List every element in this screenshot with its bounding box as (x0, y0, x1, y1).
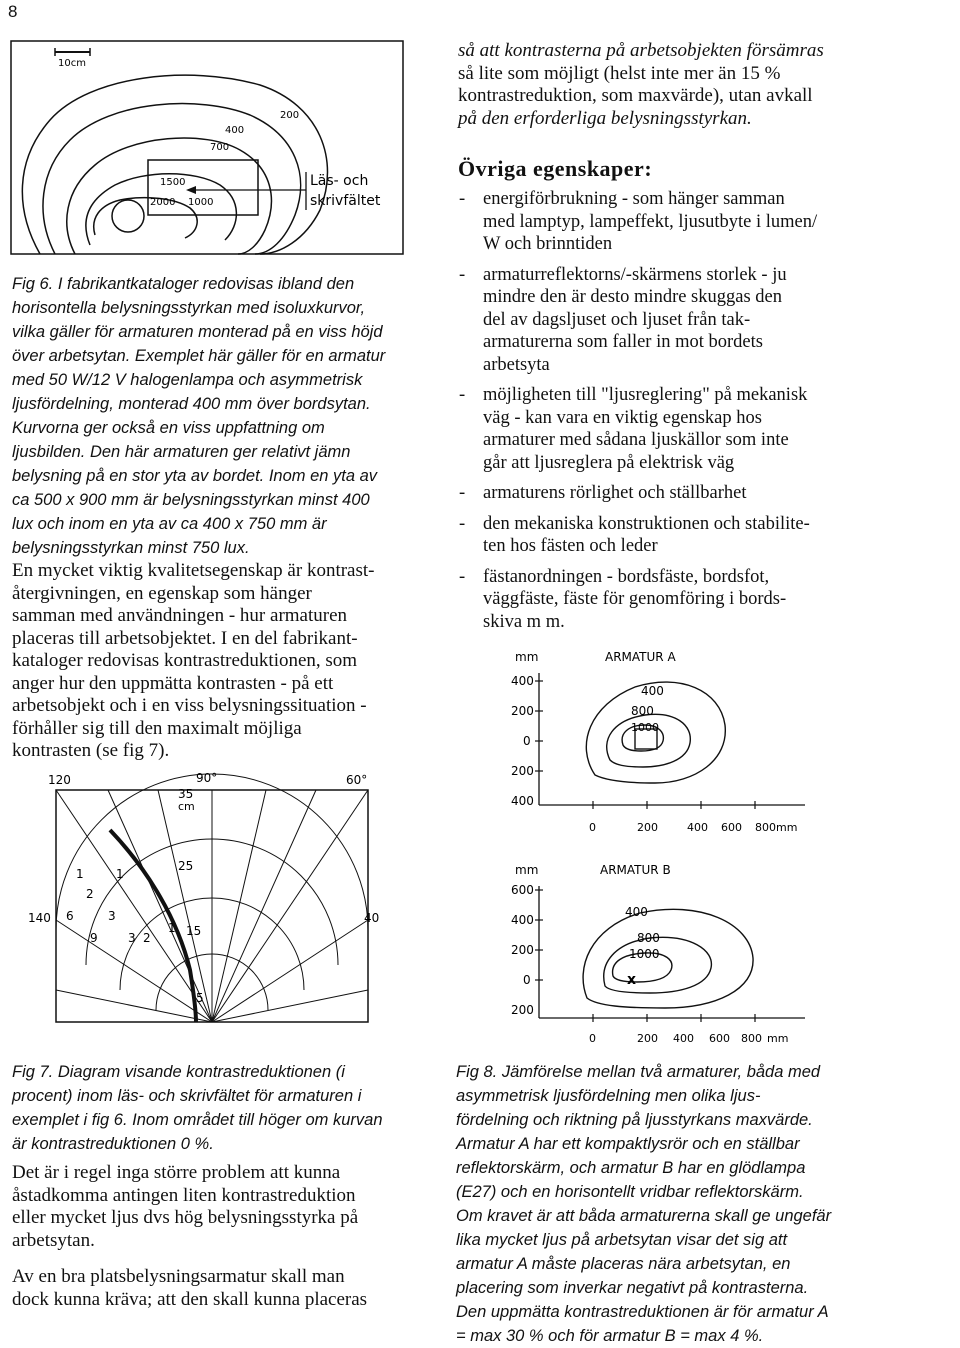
text-line: kontrasten (se fig 7). (12, 740, 170, 761)
caption-line: armatur A måste placeras nära arbetsytan, en (456, 1255, 791, 1273)
value-label: 2 (143, 931, 151, 945)
caption-line: = max 30 % och för armatur B = max 4 %. (456, 1327, 764, 1345)
x-tick: 400 (687, 821, 708, 834)
text-line: - den mekaniska konstruktionen och stabilite- (483, 513, 810, 534)
angle-label-60: 60° (346, 773, 368, 787)
text-line: del av dagsljuset och ljuset från tak- (483, 309, 751, 330)
fig6-caption (12, 272, 407, 560)
property-bullet (455, 482, 851, 505)
angle-label-140: 140 (28, 911, 51, 925)
radius-label-25: 25 (178, 859, 194, 873)
text-line: med lamptyp, lampeffekt, ljusutbyte i lumen/ (483, 211, 818, 232)
caption-line: Fig 8. Jämförelse mellan två armaturer, båda med (456, 1063, 821, 1081)
armatur-a-title: ARMATUR A (605, 650, 676, 664)
unit-label: mm (515, 863, 539, 877)
x-tick: mm (767, 1032, 789, 1045)
value-label: 3 (128, 931, 136, 945)
y-tick: 400 (511, 794, 534, 808)
text-line: - energiförbrukning - som hänger samman (483, 189, 785, 209)
field-label-2: skrivfältet (310, 193, 381, 209)
fig7-contrast-diagram (28, 770, 408, 1030)
text-line: Av en bra platsbelysningsarmatur skall man (12, 1266, 345, 1287)
caption-line: Fig 7. Diagram visande kontrastreduktionen (i (12, 1063, 345, 1081)
paragraph-requirement (12, 1266, 404, 1311)
y-tick: 200 (511, 764, 534, 778)
value-label: 3 (108, 909, 116, 923)
fig6-isolux-diagram (10, 40, 405, 256)
caption-line: placering som inverkar negativt på kontrasterna. (456, 1279, 809, 1297)
text-line: kataloger redovisas kontrastreduktionen, som (12, 650, 358, 671)
contour-label: 400 (641, 684, 664, 698)
x-tick: 800mm (755, 821, 798, 834)
contour-label: 400 (625, 905, 648, 919)
contrast-paragraph (12, 560, 404, 763)
text-line: En mycket viktig kvalitetsegenskap är kontrast- (12, 560, 375, 581)
contour-label-2000: 2000 (150, 197, 176, 208)
y-tick: 200 (511, 704, 534, 718)
text-line: väggfäste, fäste för genomföring i bords- (483, 589, 787, 609)
angle-label-120: 120 (48, 773, 71, 787)
text-line: ten hos fästen och leder (483, 536, 658, 556)
caption-line: vilka gäller för armaturen monterad på en viss höjd (12, 323, 383, 341)
x-tick: 200 (637, 821, 658, 834)
text-line: anger hur den uppmätta kontrasten - på ett (12, 672, 334, 694)
text-line: så lite som möjligt (helst inte mer än 15 % (458, 62, 781, 84)
caption-line: procent) inom läs- och skrivfältet för armaturen i (12, 1087, 362, 1105)
x-tick: 200 (637, 1032, 658, 1045)
text-line: samman med användningen - hur armaturen (12, 605, 348, 626)
unit-label: mm (515, 650, 539, 664)
armatur-b-title: ARMATUR B (600, 863, 671, 877)
property-bullet (455, 188, 851, 256)
text-line: mindre den är desto mindre skuggas den (483, 287, 783, 307)
property-bullet (455, 384, 851, 474)
value-label: 1 (168, 921, 176, 935)
text-line: dock kunna kräva; att den skall kunna placeras (12, 1288, 368, 1310)
paragraph-contrast-vs-light (12, 1162, 404, 1252)
text-line: så att kontrasterna på arbetsobjekten försämras (458, 40, 824, 61)
caption-line: ca 500 x 900 mm är belysningsstyrkan minst 400 (12, 491, 370, 509)
property-bullet (455, 566, 851, 634)
text-line: placeras till arbetsobjektet. I en del fabrikant- (12, 627, 358, 649)
contour-label: 1000 (631, 721, 659, 734)
contour-label-400: 400 (225, 125, 245, 136)
angle-label-40: 40 (364, 911, 380, 925)
y-tick: 200 (511, 943, 534, 957)
x-tick: 800 (741, 1032, 762, 1045)
caption-line: reflektorskärm, och armatur B har en glödlampa (456, 1159, 806, 1177)
contour-label-200: 200 (280, 110, 300, 121)
text-line: armaturer med sådana ljuskällor som inte (483, 430, 789, 450)
radius-unit-cm: cm (178, 800, 195, 813)
x-tick: 0 (589, 1032, 596, 1045)
text-line: väg - kan vara en viktig egenskap hos (483, 407, 762, 428)
text-line: återgivningen, en egenskap som hänger (12, 582, 312, 604)
text-line: kontrastreduktion, som maxvärde), utan avkall (458, 85, 813, 106)
value-label: 1 (116, 867, 124, 881)
angle-label-90: 90° (196, 771, 218, 785)
luminaire-position-marker: x (627, 972, 637, 988)
text-line: på den erforderliga belysningsstyrkan. (458, 107, 752, 129)
page-number: 8 (8, 2, 18, 21)
caption-line: ljusfördelning, monterad 400 mm över bordsytan. (12, 395, 371, 413)
text-line: skiva m m. (483, 611, 565, 632)
contour-label-1500: 1500 (160, 177, 186, 188)
value-label: 6 (66, 909, 74, 923)
property-bullet (455, 513, 851, 558)
properties-list (455, 188, 851, 641)
text-line: eller mycket ljus dvs hög belysningsstyrka på (12, 1207, 359, 1228)
value-label: 1 (76, 867, 84, 881)
x-tick: 600 (721, 821, 742, 834)
y-tick: 600 (511, 883, 534, 897)
field-label-1: Läs- och (310, 173, 369, 189)
x-tick: 600 (709, 1032, 730, 1045)
value-label: 9 (90, 931, 98, 945)
text-line: - armaturreflektorns/-skärmens storlek - ju (483, 264, 787, 285)
caption-line: Kurvorna ger också en viss uppfattning om (12, 419, 325, 437)
fig8-caption (456, 1060, 856, 1348)
caption-line: lika mycket ljus på arbetsytan visar det sig att (456, 1231, 788, 1249)
caption-line: horisontella belysningsstyrkan med isoluxkurvor, (12, 299, 366, 317)
text-line: förhåller sig till den maximalt möjliga (12, 717, 302, 739)
text-line: armaturerna som faller in mot bordets (483, 332, 763, 352)
value-label: 15 (186, 924, 202, 938)
caption-line: fördelning och riktning på ljusstyrkans maxvärde. (456, 1111, 813, 1129)
fig8-armatur-b (505, 858, 825, 1048)
contour-label-1000: 1000 (188, 197, 214, 208)
y-tick: 0 (523, 734, 531, 748)
y-tick: 400 (511, 674, 534, 688)
caption-line: belysning på en stor yta av bordet. Inom en yta av (12, 467, 378, 485)
caption-line: asymmetrisk ljusfördelning men olika ljus- (456, 1087, 761, 1105)
radius-label-35: 35 (178, 787, 194, 801)
fig8-armatur-a (505, 645, 825, 835)
text-line: åstadkomma antingen liten kontrastreduktion (12, 1184, 356, 1206)
caption-line: belysningsstyrkan minst 750 lux. (12, 539, 250, 557)
caption-line: ljusbilden. Den här armaturen ger relativt jämn (12, 443, 351, 461)
y-tick: 0 (523, 973, 531, 987)
text-line: - fästanordningen - bordsfäste, bordsfot, (483, 566, 770, 587)
value-label: 5 (196, 991, 204, 1005)
caption-line: Fig 6. I fabrikantkataloger redovisas ibland den (12, 275, 355, 293)
text-line: Det är i regel inga större problem att kunna (12, 1162, 341, 1183)
caption-line: Den uppmätta kontrastreduktionen är för armatur A (456, 1303, 829, 1321)
text-line: arbetsobjekt och i en viss belysningssituation - (12, 695, 367, 716)
text-line: - möjligheten till "ljusreglering" på mekanisk (483, 385, 808, 405)
contour-label: 1000 (629, 947, 660, 961)
contour-label: 800 (637, 931, 660, 945)
caption-line: lux och inom en yta av ca 400 x 750 mm är (12, 515, 327, 533)
caption-line: med 50 W/12 V halogenlampa och asymmetrisk (12, 371, 363, 389)
text-line: arbetsyta (483, 354, 550, 375)
text-line: går att ljusreglera på elektrisk väg (483, 452, 735, 473)
contour-label: 800 (631, 704, 654, 718)
fig7-caption (12, 1060, 407, 1156)
contour-label-700: 700 (210, 142, 230, 153)
value-label: 2 (86, 887, 94, 901)
text-line: - armaturens rörlighet och ställbarhet (483, 483, 747, 503)
caption-line: exemplet i fig 6. Inom området till höger om kurvan (12, 1111, 383, 1129)
section-heading: Övriga egenskaper: (458, 156, 653, 181)
y-tick: 400 (511, 913, 534, 927)
continuation-paragraph (458, 40, 850, 130)
x-tick: 0 (589, 821, 596, 834)
caption-line: (E27) och en horisontellt vridbar reflektorskärm. (456, 1183, 804, 1201)
y-tick: 200 (511, 1003, 534, 1017)
caption-line: är kontrastreduktionen 0 %. (12, 1135, 214, 1153)
scale-label: 10cm (58, 58, 86, 69)
property-bullet (455, 264, 851, 377)
text-line: arbetsytan. (12, 1229, 95, 1251)
text-line: W och brinntiden (483, 234, 613, 254)
x-tick: 400 (673, 1032, 694, 1045)
caption-line: Om kravet är att båda armaturerna skall ge ungefär (456, 1207, 832, 1225)
caption-line: över arbetsytan. Exemplet här gäller för en armatur (12, 347, 386, 365)
caption-line: Armatur A har ett kompaktlysrör och en ställbar (456, 1135, 800, 1153)
